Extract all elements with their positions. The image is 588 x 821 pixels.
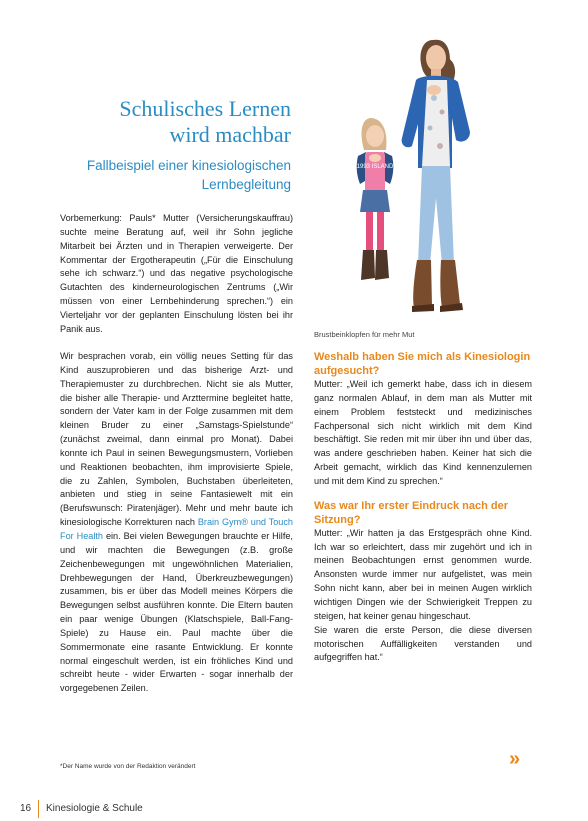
title-line-1: Schulisches Lernen: [119, 96, 291, 121]
article-subtitle: [31, 156, 291, 194]
page-number: 16: [20, 803, 32, 814]
shirt-print: 1993 ISLAND: [356, 164, 394, 170]
left-text-after-link: ein. Bei vielen Bewegungen brauchte er Hilfe, und wir machten die Bewegungen (z.B. große Zeichenbewegungen mit ungewöhnlichen Materialien, Drehbewegungen der Hand, Überkreuzbewegungen) zusammen, bis er über das Modell meines Körpers die Bewegungen selbst ausführen konnte. Die Eltern bauten ein paar wenige Übungen (Klatschspiele, Ball-Fang-Spiele) zu Hause ein. Paul machte über die Sommermonate eine rasante Entwicklung. Er konnte normal eingeschult werden, ist ein fröhliches Kind und schreibt heute - wider Erwarten - sogar innerhalb der vorgegebenen Zeilen.: [60, 530, 293, 694]
woman-figure: [402, 40, 470, 312]
brain-gym-link[interactable]: Brain Gym® und Touch For Health: [60, 517, 293, 541]
question-2-answer-continued: Sie waren die erste Person, die diese diversen motorischen Auffälligkeiten verstanden und aufgegriffen hat.“: [314, 624, 532, 663]
question-1-heading: Weshalb haben Sie mich als Kinesiologin aufgesucht?: [314, 351, 531, 377]
title-line-2: wird machbar: [169, 122, 291, 147]
photo-caption: Brustbeinklopfen für mehr Mut: [314, 330, 415, 339]
left-column-paragraph: [60, 350, 293, 696]
photo-mother-and-child: [330, 28, 508, 328]
intro-paragraph: Vorbemerkung: Pauls* Mutter (Versicherungskauffrau) suchte meine Beratung auf, weil ihr Sohn jegliche Mitarbeit bei Ärzten und in Therapien verweigerte. Der Kommentar der Ergotherapeutin („Für die Einschulung sehe ich schwarz.“) und das negative psychologische Gutachten des kinderneurologischen Zentrums („Wir müssen von einer Lernbehinderung sprechen.“) ein Vierteljahr vor der geplanten Einschulung lösten bei ihr Panik aus.: [60, 213, 293, 334]
footer-separator: [38, 800, 39, 818]
left-column: [60, 350, 293, 696]
right-column: [314, 350, 532, 665]
next-page-arrow-icon[interactable]: »: [509, 748, 521, 770]
subtitle-line-2: Lernbegleitung: [201, 177, 291, 192]
question-2-answer: Mutter: „Wir hatten ja das Erstgespräch ohne Kind. Ich war so erleichtert, dass mir zugehört und ich in meinen Beobachtungen ernst genommen wurde. Ansonsten wurde immer nur aufgelistet, was mein Sohn nicht kann, aber bei in meinen Augen wirklich wichtigen Dingen wie der Schwierigkeit Treppen zu steigen, hat keiner genau hingeschaut.: [314, 527, 532, 621]
running-title: Kinesiologie & Schule: [46, 803, 143, 814]
article-title: [51, 96, 291, 148]
question-2-heading: Was war Ihr erster Eindruck nach der Sitzung?: [314, 499, 508, 526]
footnote: *Der Name wurde von der Redaktion verändert: [60, 763, 196, 770]
left-text-before-link: Wir besprachen vorab, ein völlig neues Setting für das Kind auszuprobieren und das bisherige Arzt- und Therapiemuster zu durchbrechen. Nicht sie als Mutter, die bisher alle Therapie- und Arzttermine begleitet hatte, sondern der Vater kam in der Folge zusammen mit dem kleinen Bruder zu einer „Samstags-Spielstunde“ (zunächst zweimal, dann einmal pro Monat). Dabei konnte ich Paul in seinen Bewegungsmustern, Vorlieben und Reaktionen beobachten, ihm improvisierte Spiele, die zu Zahlen, Symbolen, Buchstaben überleiteten, anbieten und stieg in seine Fantasiewelt mit ein (Berufswunsch: Piratenjäger). Mehr und mehr baute ich kinesiologische Korrekturen nach: [60, 351, 293, 528]
question-1-answer: Mutter: „Weil ich gemerkt habe, dass ich in diesem ganz normalen Ablauf, in dem man als Mutter mit einem Problem feststeckt und medizinisches Fachpersonal sich nicht wirklich mit dem Kind beschäftigt. Sie reden mit mir über ihn und über das, was andere geschrieben haben. Keiner hat sich die Arbeit gemacht, wirklich das Kind kennenzulernen und mit dem Kind zu sprechen.“: [314, 379, 532, 486]
girl-figure: [357, 118, 394, 280]
subtitle-line-1: Fallbeispiel einer kinesiologischen: [86, 158, 291, 173]
